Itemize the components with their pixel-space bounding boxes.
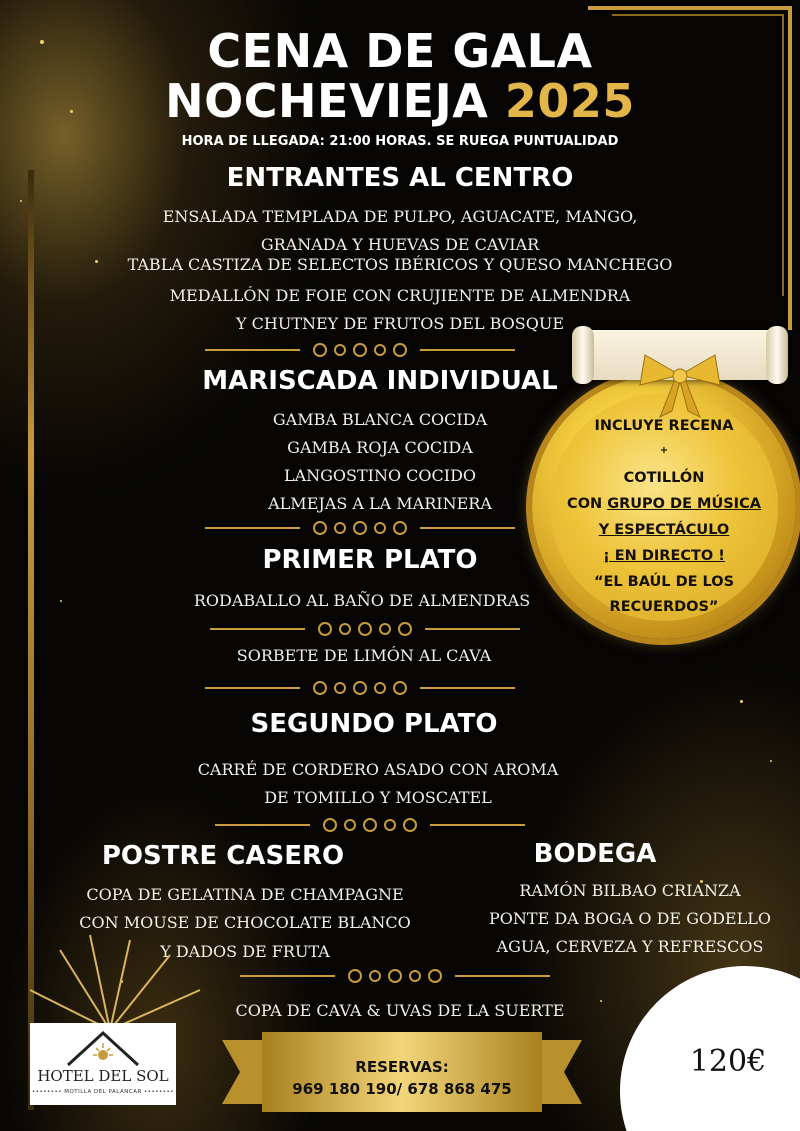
medal-line: ¡ EN DIRECTO ! [603,548,725,564]
medal-grupo-musica: GRUPO DE MÚSICA [607,496,761,512]
section-title-entrantes: ENTRANTES AL CENTRO [226,163,574,193]
menu-item: LANGOSTINO COCIDO [283,466,477,485]
section-title-bodega: BODEGA [533,839,657,869]
menu-item: GRANADA Y HUEVAS DE CAVIAR [260,235,540,254]
title-line-1: CENA DE GALA [207,24,593,78]
menu-item: RAMÓN BILBAO CRIANZA [519,881,741,900]
title-year: 2025 [504,74,635,128]
reservas-phones: 969 180 190/ 678 868 475 [292,1080,512,1098]
medal-line: COTILLÓN [623,470,705,486]
sorbete-item: SORBETE DE LIMÓN AL CAVA [236,646,492,665]
medal-line: RECUERDOS” [609,599,719,615]
menu-item: DE TOMILLO Y MOSCATEL [264,788,492,807]
hotel-location: •••••••• MOTILLA DEL PALANCAR •••••••• [32,1089,174,1095]
menu-item: Y DADOS DE FRUTA [160,942,330,961]
ornament-divider [205,678,515,698]
title-line-2 [0,76,800,126]
menu-item: PONTE DA BOGA O DE GODELLO [489,909,771,928]
medal-plus: + [659,445,669,456]
menu-item: COPA DE GELATINA DE CHAMPAGNE [86,885,404,904]
medal-con: CON [567,496,608,512]
hotel-name: HOTEL DEL SOL [37,1067,169,1085]
menu-item: ALMEJAS A LA MARINERA [268,494,492,513]
title-nochevieja: NOCHEVIEJA [165,74,489,128]
menu-item: MEDALLÓN DE FOIE CON CRUJIENTE DE ALMENDRA [169,286,631,305]
hotel-logo [30,1023,176,1105]
menu-item: AGUA, CERVEZA Y REFRESCOS [496,937,764,956]
menu-item: ENSALADA TEMPLADA DE PULPO, AGUACATE, MANGO, [162,207,638,226]
arrival-time: HORA DE LLEGADA: 21:00 HORAS. SE RUEGA PUNTUALIDAD [181,134,619,149]
section-title-postre: POSTRE CASERO [101,841,345,871]
ornament-divider [240,966,550,986]
menu-item: Y CHUTNEY DE FRUTOS DEL BOSQUE [235,314,565,333]
gold-bow-icon [630,345,730,425]
final-item: COPA DE CAVA & UVAS DE LA SUERTE [235,1001,565,1020]
ornament-divider [205,340,515,360]
menu-item: GAMBA ROJA COCIDA [287,438,473,457]
section-title-segundo-plato: SEGUNDO PLATO [250,709,498,739]
medal-line [548,496,780,512]
section-title-primer-plato: PRIMER PLATO [262,545,478,575]
menu-item: GAMBA BLANCA COCIDA [272,410,488,429]
ornament-divider [210,619,520,639]
section-title-mariscada: MARISCADA INDIVIDUAL [202,366,558,396]
hotel-sun-roof-icon [63,1027,143,1067]
menu-item: CARRÉ DE CORDERO ASADO CON AROMA [197,760,559,779]
menu-item: RODABALLO AL BAÑO DE ALMENDRAS [193,591,531,610]
reservas-label: RESERVAS: [355,1058,449,1076]
menu-item: TABLA CASTIZA DE SELECTOS IBÉRICOS Y QUESO MANCHEGO [127,255,673,274]
ornament-divider [215,815,525,835]
medal-line: “EL BAÚL DE LOS [593,574,735,590]
menu-item: CON MOUSE DE CHOCOLATE BLANCO [79,913,411,932]
price: 120€ [689,1044,767,1079]
ornament-divider [205,518,515,538]
medal-line: Y ESPECTÁCULO [598,522,730,538]
medal-line: INCLUYE RECENA [594,418,734,434]
